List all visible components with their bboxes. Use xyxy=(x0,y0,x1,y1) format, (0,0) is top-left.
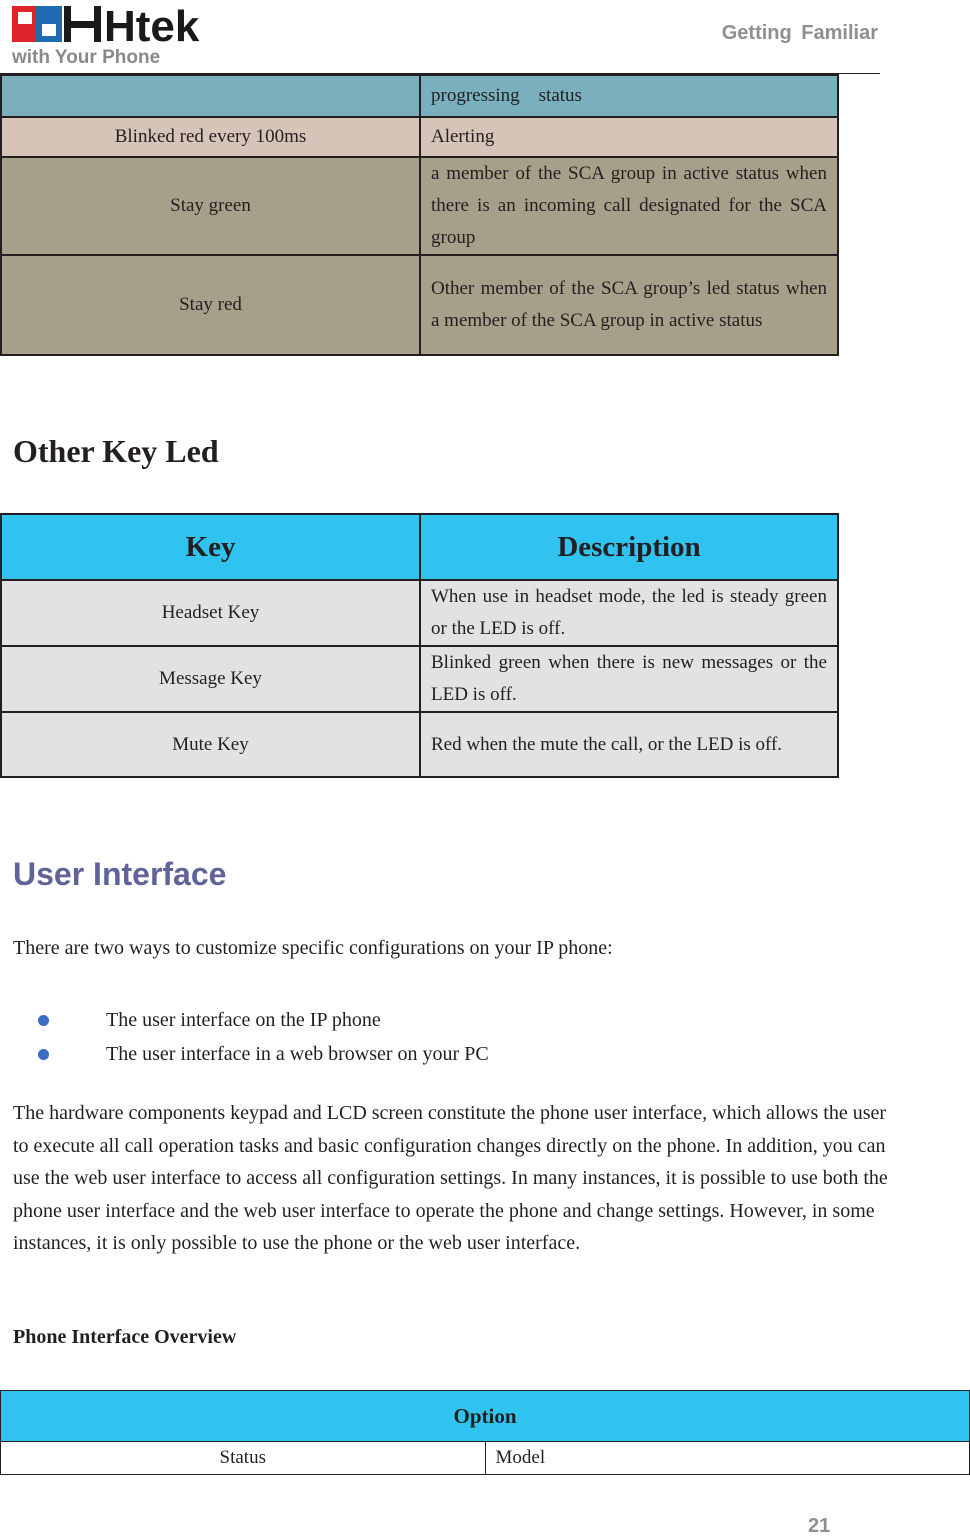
key-name-cell: Headset Key xyxy=(1,580,420,646)
bullet-icon xyxy=(38,1015,49,1026)
bullet-list xyxy=(38,1003,489,1071)
led-state-cell: Stay red xyxy=(1,255,420,355)
led-description-cell: a member of the SCA group in active status when there is an incoming call designated for the SCA group xyxy=(420,157,838,255)
column-header-option: Option xyxy=(1,1391,970,1442)
key-name-cell: Mute Key xyxy=(1,712,420,777)
option-value-cell: Model xyxy=(485,1442,970,1475)
option-label-cell: Status xyxy=(1,1442,486,1475)
table-row xyxy=(1,255,838,355)
table-row xyxy=(1,1442,970,1475)
other-key-led-table xyxy=(0,513,839,778)
led-state-cell: Stay green xyxy=(1,157,420,255)
svg-text:Htek: Htek xyxy=(104,4,200,44)
led-state-cell: Blinked red every 100ms xyxy=(1,117,420,157)
column-header-description: Description xyxy=(420,514,838,580)
option-table xyxy=(0,1390,970,1475)
sca-led-table xyxy=(0,74,839,356)
key-description-cell: Red when the mute the call, or the LED is off. xyxy=(420,712,838,777)
section-heading-other-key-led: Other Key Led xyxy=(13,433,219,469)
table-row xyxy=(1,712,838,777)
chapter-title: Getting Familiar xyxy=(721,22,878,44)
key-description-cell: Blinked green when there is new messages or the LED is off. xyxy=(420,646,838,712)
table-row xyxy=(1,157,838,255)
table-row xyxy=(1,580,838,646)
led-description-cell: Other member of the SCA group’s led status when a member of the SCA group in active status xyxy=(420,255,838,355)
brand-tagline: with Your Phone xyxy=(12,47,161,68)
page-number: 21 xyxy=(808,1515,831,1537)
list-item xyxy=(38,1037,489,1071)
table-row xyxy=(1,117,838,157)
list-item xyxy=(38,1003,489,1037)
led-description-cell: progressing status xyxy=(420,75,838,117)
htek-logo xyxy=(12,4,200,44)
list-item-text: The user interface on the IP phone xyxy=(106,1008,381,1031)
bullet-icon xyxy=(38,1049,49,1060)
list-item-text: The user interface in a web browser on your PC xyxy=(106,1042,489,1065)
table-row xyxy=(1,646,838,712)
column-header-key: Key xyxy=(1,514,420,580)
subheading-phone-interface-overview: Phone Interface Overview xyxy=(13,1326,237,1348)
key-name-cell: Message Key xyxy=(1,646,420,712)
table-header-row xyxy=(1,1391,970,1442)
table-row xyxy=(1,75,838,117)
table-header-row xyxy=(1,514,838,580)
intro-paragraph: There are two ways to customize specific configurations on your IP phone: xyxy=(13,937,613,959)
led-state-cell xyxy=(1,75,420,117)
key-description-cell: When use in headset mode, the led is steady green or the LED is off. xyxy=(420,580,838,646)
body-paragraph: The hardware components keypad and LCD screen constitute the phone user interface, which allows the user to execute all call operation tasks and basic configuration changes directly on the phone. In addition, you can use the web user interface to access all configuration settings. In many instances, it is possible to use both the phone user interface and the web user interface to operate the phone and change settings. However, in some instances, it is only possible to use the phone or the web user interface. xyxy=(13,1102,888,1254)
section-heading-user-interface: User Interface xyxy=(13,856,227,892)
led-description-cell: Alerting xyxy=(420,117,838,157)
